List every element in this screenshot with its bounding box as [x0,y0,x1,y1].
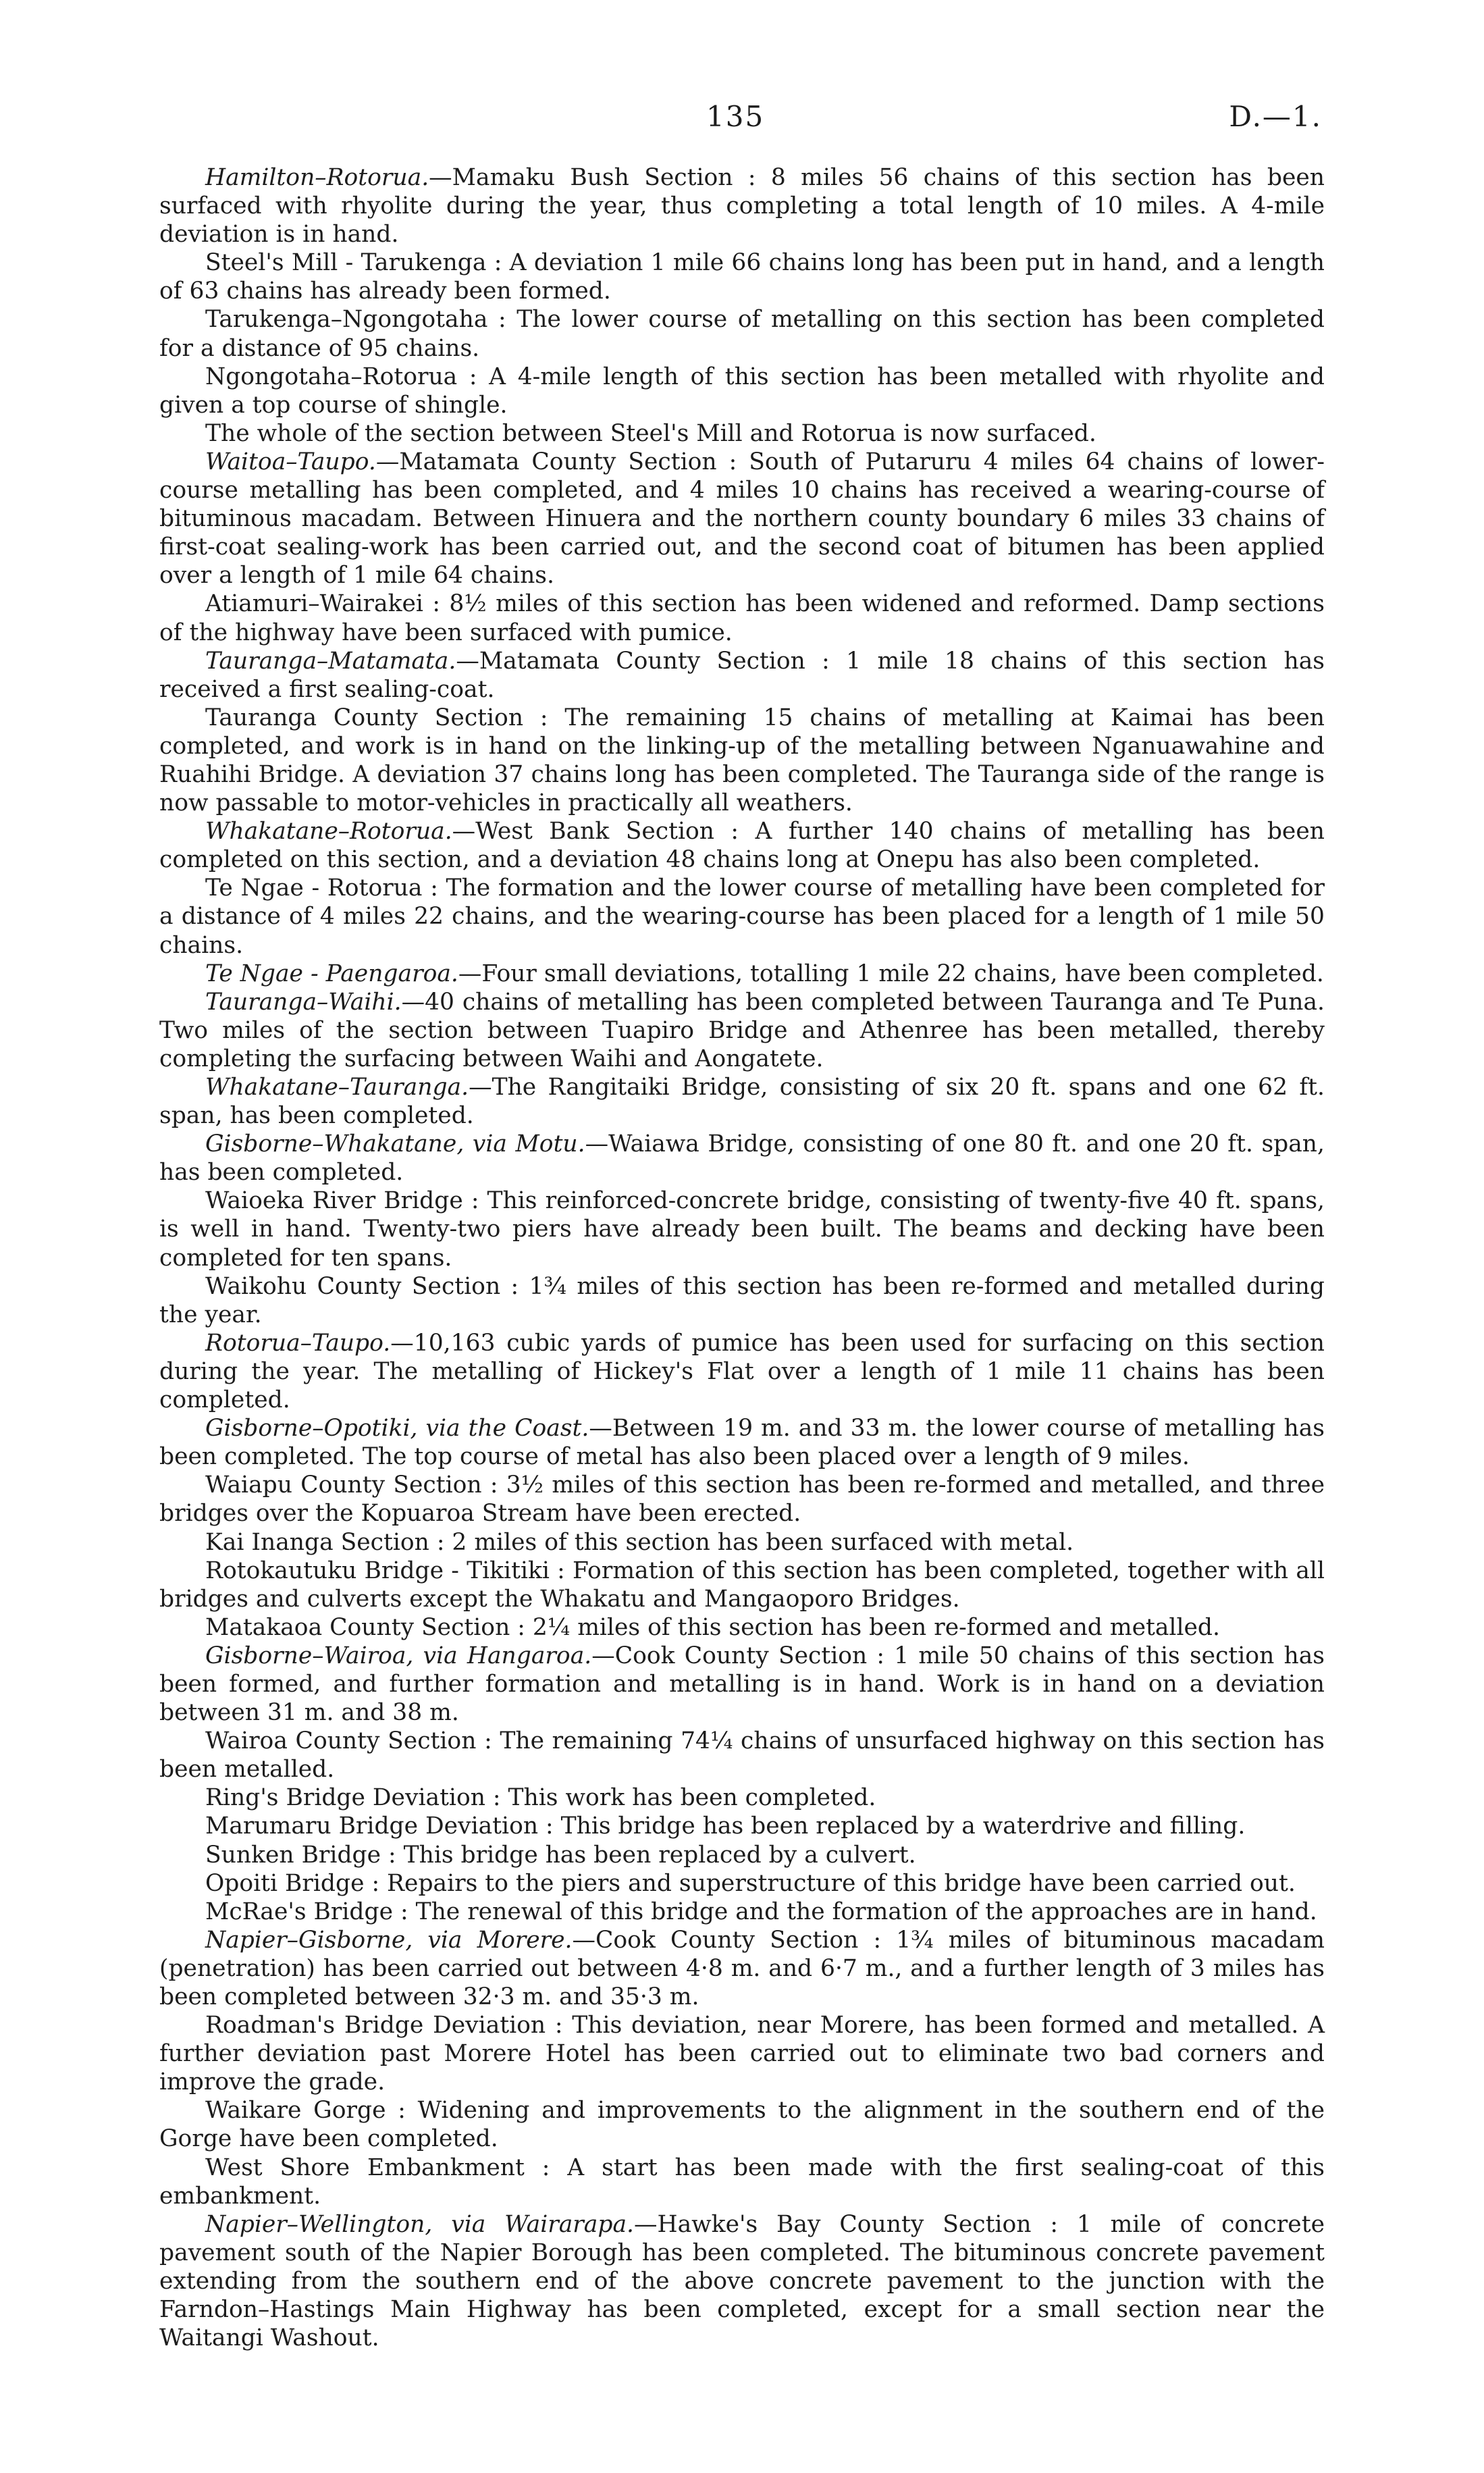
paragraph [159,419,1325,448]
paragraph-text: McRae's Bridge : The renewal of this bridge and the formation of the approaches are in hand. [205,1898,1317,1925]
section-heading: Gisborne–Opotiki, via the Coast. [205,1415,589,1442]
paragraph [159,1414,1325,1471]
paragraph [159,363,1325,419]
paragraph [159,647,1325,704]
paragraph [159,1613,1325,1642]
paragraph-text: —Hawke's Bay County Section : 1 mile of concrete pavement south of the Napier Borough has been completed. The bituminous concrete pavement extending from the southern end of the above concrete pavement to the junction with the Farndon–Hastings Main Highway has been completed, except for a small section near the Waitangi Washout. [159,2210,1325,2352]
section-heading: Hamilton–Rotorua. [205,164,429,191]
paragraph-text: Rotokautuku Bridge - Tikitiki : Formation of this section has been completed, together with all bridges and culverts except the Whakatu and Mangaoporo Bridges. [159,1557,1325,1613]
section-heading: Tauranga–Matamata. [205,647,456,675]
paragraph-text: Matakaoa County Section : 2¼ miles of this section has been re-formed and metalled. [205,1613,1220,1641]
paragraph-text: Kai Inanga Section : 2 miles of this section has been surfaced with metal. [205,1528,1074,1556]
paragraph [159,2154,1325,2210]
paragraph [159,704,1325,817]
paragraph [159,1471,1325,1528]
paragraph [159,1528,1325,1557]
paragraph [159,988,1325,1073]
section-heading: Napier–Gisborne, via Morere. [205,1926,573,1954]
paragraph [159,874,1325,959]
paragraph-text: —40 chains of metalling has been completed between Tauranga and Te Puna. Two miles of the section between Tuapiro Bridge and Athenree has been metalled, thereby completing the surfacing between Waihi and Aongatete. [159,988,1325,1072]
document-reference: D.—1. [1229,100,1322,133]
section-heading: Whakatane–Tauranga. [205,1074,469,1101]
paragraph-text: Steel's Mill - Tarukenga : A deviation 1 mile 66 chains long has been put in hand, and a length of 63 chains has already been formed. [159,249,1325,305]
body-text [159,163,1325,2352]
section-heading: Whakatane–Rotorua. [205,818,452,845]
section-heading: Tauranga–Waihi. [205,988,402,1016]
section-heading: Gisborne–Whakatane, via Motu. [205,1130,585,1158]
section-heading: Waitoa–Taupo. [205,448,376,475]
paragraph-text: West Shore Embankment : A start has been made with the first sealing-coat of this embankment. [159,2154,1325,2210]
paragraph-text: —Between 19 m. and 33 m. the lower course of metalling has been completed. The top course of metal has also been placed over a length of 9 miles. [159,1415,1325,1471]
paragraph [159,1130,1325,1187]
paragraph-text: Marumaru Bridge Deviation : This bridge has been replaced by a waterdrive and filling. [205,1813,1246,1840]
paragraph-text: Waikohu County Section : 1¾ miles of this section has been re-formed and metalled during the year. [159,1272,1325,1328]
paragraph-text: —10,163 cubic yards of pumice has been used for surfacing on this section during the year. The metalling of Hickey's Flat over a length of 1 mile 11 chains has been completed. [159,1329,1325,1414]
paragraph-text: The whole of the section between Steel's Mill and Rotorua is now surfaced. [205,419,1096,447]
paragraph-text: Waikare Gorge : Widening and improvements to the alignment in the southern end of the Gorge have been completed. [159,2097,1325,2153]
page-header [0,100,1484,147]
section-heading: Napier–Wellington, via Wairarapa. [205,2210,634,2238]
paragraph [159,1187,1325,1272]
paragraph [159,960,1325,988]
paragraph-text: Te Ngae - Rotorua : The formation and the lower course of metalling have been completed for a distance of 4 miles 22 chains, and the wearing-course has been placed for a length of 1 mile 50 chains. [159,875,1325,959]
paragraph [159,2011,1325,2096]
paragraph-text: Tarukenga–Ngongotaha : The lower course of metalling on this section has been completed for a distance of 95 chains. [159,306,1325,362]
section-heading: Rotorua–Taupo. [205,1329,391,1357]
paragraph [159,2096,1325,2153]
paragraph-text: Roadman's Bridge Deviation : This deviation, near Morere, has been formed and metalled. A further deviation past Morere Hotel has been carried out to eliminate two bad corners and improve the grade. [159,2012,1325,2096]
paragraph-text: Atiamuri–Wairakei : 8½ miles of this section has been widened and reformed. Damp sections of the highway have been surfaced with pumice. [159,590,1325,646]
paragraph-text: Ngongotaha–Rotorua : A 4-mile length of this section has been metalled with rhyolite and given a top course of shingle. [159,363,1325,419]
paragraph [159,305,1325,362]
paragraph-text: —Matamata County Section : 1 mile 18 chains of this section has received a first sealing-coat. [159,647,1325,703]
paragraph [159,817,1325,874]
paragraph-text: —Cook County Section : 1¾ miles of bituminous macadam (penetration) has been carried out between 4·8 m. and 6·7 m., and a further length of 3 miles has been completed between 32·3 m. and 35·3 m. [159,1926,1325,2010]
paragraph-text: Opoiti Bridge : Repairs to the piers and superstructure of this bridge have been carried out. [205,1869,1296,1897]
paragraph [159,1841,1325,1869]
paragraph-text: Wairoa County Section : The remaining 74¼ chains of unsurfaced highway on this section has been metalled. [159,1727,1325,1784]
paragraph-text: Waioeka River Bridge : This reinforced-concrete bridge, consisting of twenty-five 40 ft. spans, is well in hand. Twenty-two piers have already been built. The beams and decking have been completed for ten spans. [159,1187,1325,1272]
paragraph-text: —Mamaku Bush Section : 8 miles 56 chains of this section has been surfaced with rhyolite during the year, thus completing a total length of 10 miles. A 4-mile deviation is in hand. [159,164,1325,249]
page-number: 135 [706,100,765,133]
paragraph-text: —Cook County Section : 1 mile 50 chains of this section has been formed, and further formation and metalling is in hand. Work is in hand on a deviation between 31 m. and 38 m. [159,1642,1325,1727]
paragraph-text: Ring's Bridge Deviation : This work has been completed. [205,1784,876,1812]
paragraph-text: —Waiawa Bridge, consisting of one 80 ft. and one 20 ft. span, has been completed. [159,1130,1325,1187]
paragraph-text: —Four small deviations, totalling 1 mile 22 chains, have been completed. [458,960,1324,987]
paragraph [159,1784,1325,1812]
paragraph [159,1926,1325,2011]
paragraph [159,2210,1325,2352]
paragraph [159,1272,1325,1329]
paragraph-text: —West Bank Section : A further 140 chains of metalling has been completed on this section, and a deviation 48 chains long at Onepu has also been completed. [159,818,1325,874]
paragraph [159,1642,1325,1727]
section-heading: Gisborne–Wairoa, via Hangaroa. [205,1642,592,1669]
paragraph [159,1557,1325,1613]
paragraph-text: —Matamata County Section : South of Putaruru 4 miles 64 chains of lower-course metalling has been completed, and 4 miles 10 chains has received a wearing-course of bituminous macadam. Between Hinuera and the northern county boundary 6 miles 33 chains of first-coat sealing-work has been carried out, and the second coat of bitumen has been applied over a length of 1 mile 64 chains. [159,448,1325,590]
paragraph [159,590,1325,646]
section-heading: Te Ngae - Paengaroa. [205,960,458,987]
paragraph [159,1898,1325,1926]
paragraph [159,249,1325,305]
paragraph [159,1727,1325,1784]
paragraph [159,1073,1325,1130]
paragraph [159,1812,1325,1840]
paragraph-text: —The Rangitaiki Bridge, consisting of six 20 ft. spans and one 62 ft. span, has been completed. [159,1074,1325,1130]
paragraph-text: Sunken Bridge : This bridge has been replaced by a culvert. [205,1841,916,1869]
paragraph [159,448,1325,590]
paragraph [159,1869,1325,1898]
paragraph [159,163,1325,249]
paragraph-text: Waiapu County Section : 3½ miles of this section has been re-formed and metalled, and three bridges over the Kopuaroa Stream have been erected. [159,1472,1325,1528]
paragraph-text: Tauranga County Section : The remaining 15 chains of metalling at Kaimai has been completed, and work is in hand on the linking-up of the metalling between Nganuawahine and Ruahihi Bridge. A deviation 37 chains long has been completed. The Tauranga side of the range is now passable to motor-vehicles in practically all weathers. [159,704,1325,817]
paragraph [159,1329,1325,1414]
